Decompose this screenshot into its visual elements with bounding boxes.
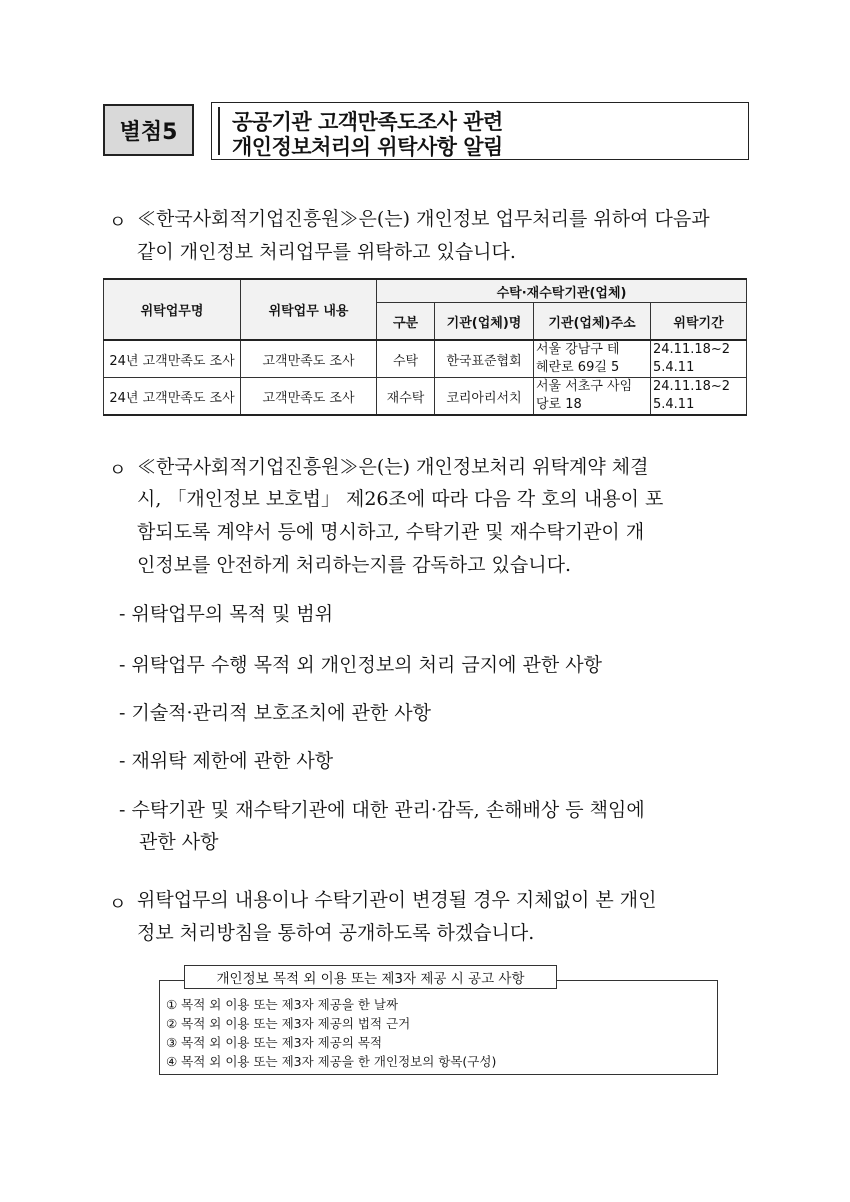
header-type: 구분: [377, 303, 435, 341]
contract-bullet: ㅇ: [109, 460, 127, 481]
header-period: 위탁기간: [651, 303, 747, 341]
cell-task-content: 고객만족도 조사: [241, 378, 377, 416]
period-line2: 5.4.11: [653, 397, 695, 412]
notice-box: [159, 980, 718, 1075]
address-line2: 헤란로 69길 5: [536, 360, 620, 375]
document-title-line2: 개인정보처리의 위탁사항 알림: [232, 135, 503, 159]
address-line1: 서울 서초구 사임: [536, 379, 633, 394]
cell-task-name: 24년 고객만족도 조사: [104, 340, 241, 378]
cell-task-name: 24년 고객만족도 조사: [104, 378, 241, 416]
cell-type: 재수탁: [377, 378, 435, 416]
table-header-row: [104, 279, 747, 303]
cell-task-content: 고객만족도 조사: [241, 340, 377, 378]
period-line1: 24.11.18~2: [653, 342, 731, 357]
document-title-box: [211, 102, 749, 160]
header-task-name: 위탁업무명: [104, 279, 241, 340]
consignment-table: [103, 278, 747, 416]
table-row: [104, 340, 747, 378]
change-line1: 위탁업무의 내용이나 수탁기관이 변경될 경우 지체없이 본 개인: [137, 889, 657, 911]
notice-item: ① 목적 외 이용 또는 제3자 제공을 한 날짜: [166, 997, 399, 1012]
address-line2: 당로 18: [536, 397, 582, 412]
cell-org-name: 한국표준협회: [435, 340, 534, 378]
header-org-address: 기관(업체)주소: [534, 303, 651, 341]
contract-line3: 함되도록 계약서 등에 명시하고, 수탁기관 및 재수탁기관이 개: [137, 521, 645, 543]
title-accent-bar: [218, 107, 220, 155]
period-line1: 24.11.18~2: [653, 379, 731, 394]
notice-item: ③ 목적 외 이용 또는 제3자 제공의 목적: [166, 1035, 383, 1050]
address-line1: 서울 강남구 테: [536, 342, 620, 357]
cell-period: [651, 378, 747, 416]
cell-org-address: [534, 378, 651, 416]
notice-item: ② 목적 외 이용 또는 제3자 제공의 법적 근거: [166, 1016, 411, 1031]
header-trustee-group: 수탁·재수탁기관(업체): [377, 279, 747, 303]
notice-item: ④ 목적 외 이용 또는 제3자 제공을 한 개인정보의 항목(구성): [166, 1054, 497, 1069]
intro-line1: ≪한국사회적기업진흥원≫은(는) 개인정보 업무처리를 위하여 다음과: [137, 208, 710, 230]
list-item-continuation: 관한 사항: [139, 831, 219, 853]
intro-bullet: ㅇ: [109, 212, 127, 233]
header-org-name: 기관(업체)명: [435, 303, 534, 341]
notice-title: 개인정보 목적 외 이용 또는 제3자 제공 시 공고 사항: [184, 965, 557, 989]
attachment-tag: [103, 104, 194, 156]
document-title-line1: 공공기관 고객만족도조사 관련: [232, 110, 503, 134]
period-line2: 5.4.11: [653, 360, 695, 375]
header-task-content: 위탁업무 내용: [241, 279, 377, 340]
intro-line2: 같이 개인정보 처리업무를 위탁하고 있습니다.: [137, 241, 516, 263]
contract-line1: ≪한국사회적기업진흥원≫은(는) 개인정보처리 위탁계약 체결: [137, 456, 649, 478]
attachment-tag-label: 별첨5: [119, 119, 178, 145]
list-item: - 수탁기관 및 재수탁기관에 대한 관리·감독, 손해배상 등 책임에: [119, 799, 645, 821]
contract-line4: 인정보를 안전하게 처리하는지를 감독하고 있습니다.: [137, 554, 571, 576]
list-item: - 위탁업무 수행 목적 외 개인정보의 처리 금지에 관한 사항: [119, 654, 602, 676]
cell-org-address: [534, 340, 651, 378]
change-bullet: ㅇ: [109, 894, 127, 915]
cell-period: [651, 340, 747, 378]
cell-type: 수탁: [377, 340, 435, 378]
list-item: - 재위탁 제한에 관한 사항: [119, 750, 334, 772]
change-line2: 정보 처리방침을 통하여 공개하도록 하겠습니다.: [137, 922, 535, 944]
table-row: [104, 378, 747, 416]
list-item: - 기술적·관리적 보호조치에 관한 사항: [119, 702, 431, 724]
list-item: - 위탁업무의 목적 및 범위: [119, 603, 334, 625]
contract-line2: 시, 「개인정보 보호법」 제26조에 따라 다음 각 호의 내용이 포: [137, 488, 664, 510]
cell-org-name: 코리아리서치: [435, 378, 534, 416]
